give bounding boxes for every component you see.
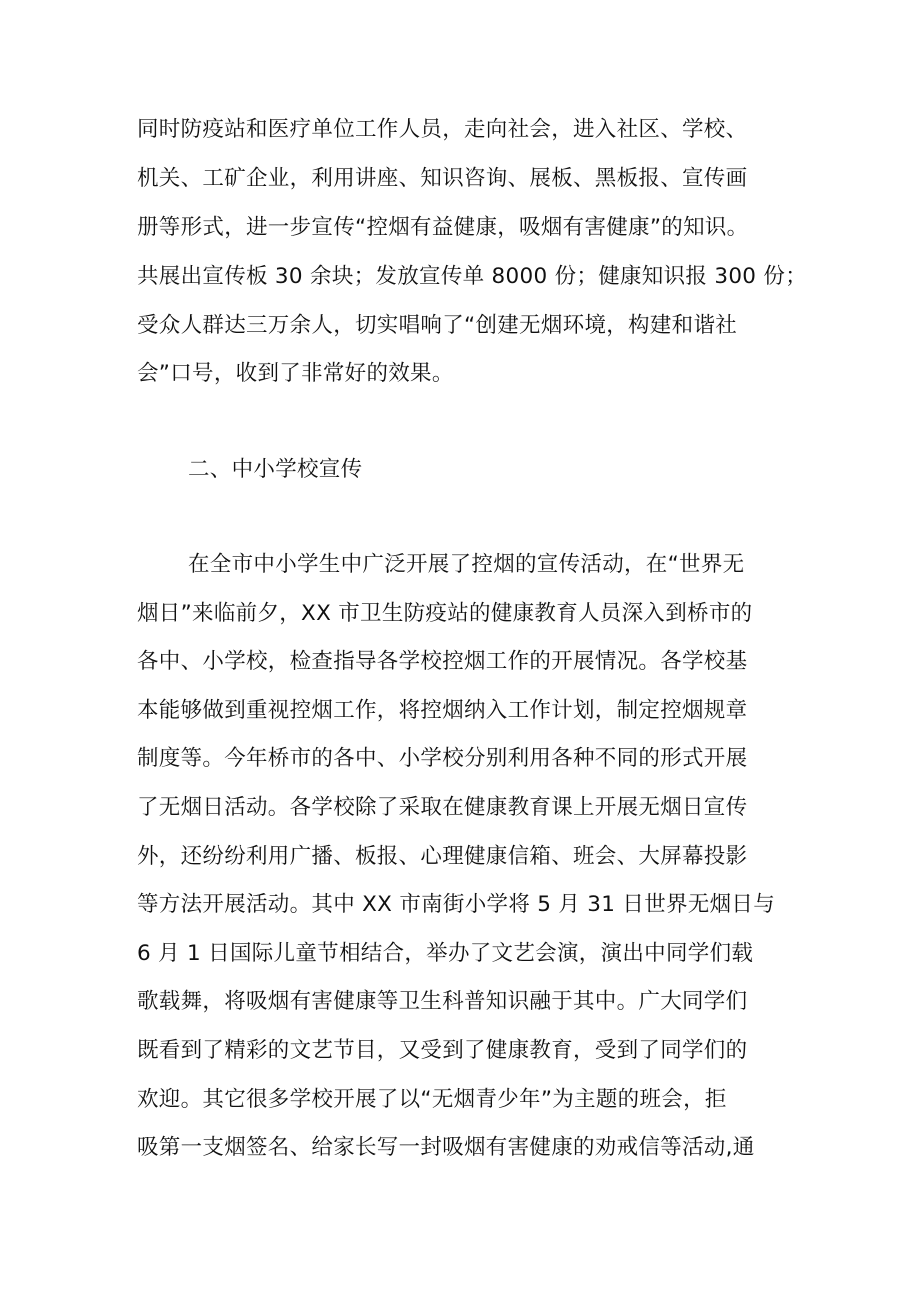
- paragraph-line: 各中、小学校，检查指导各学校控烟工作的开展情况。各学校基: [137, 649, 748, 674]
- paragraph-line: 机关、工矿企业，利用讲座、知识咨询、展板、黑板报、宣传画: [137, 166, 748, 191]
- paragraph-line: 受众人群达三万余人，切实唱响了“创建无烟环境，构建和谐社: [137, 313, 738, 338]
- paragraph-line: 了无烟日活动。各学校除了采取在健康教育课上开展无烟日宣传: [137, 795, 748, 820]
- paragraph-line: 等方法开展活动。其中 XX 市南街小学将 5 月 31 日世界无烟日与: [137, 892, 776, 917]
- paragraph-line: 同时防疫站和医疗单位工作人员，走向社会，进入社区、学校、: [137, 117, 748, 142]
- paragraph-line: 在全市中小学生中广泛开展了控烟的宣传活动，在“世界无: [188, 552, 745, 577]
- paragraph-line: 本能够做到重视控烟工作，将控烟纳入工作计划，制定控烟规章: [137, 698, 748, 723]
- paragraph-line: 册等形式，进一步宣传“控烟有益健康，吸烟有害健康”的知识。: [137, 215, 749, 240]
- paragraph-line: 共展出宣传板 30 余块；发放宣传单 8000 份；健康知识报 300 份；: [137, 264, 808, 289]
- paragraph-line: 吸第一支烟签名、给家长写一封吸烟有害健康的劝戒信等活动,通: [137, 1135, 755, 1160]
- paragraph-line: 烟日”来临前夕，XX 市卫生防疫站的健康教育人员深入到桥市的: [137, 601, 753, 626]
- paragraph-line: 欢迎。其它很多学校开展了以“无烟青少年”为主题的班会，拒: [137, 1087, 727, 1112]
- paragraph-line: 6 月 1 日国际儿童节相结合，举办了文艺会演，演出中同学们载: [137, 941, 754, 966]
- paragraph-line: 既看到了精彩的文艺节目，又受到了健康教育，受到了同学们的: [137, 1038, 748, 1063]
- paragraph-line: 制度等。今年桥市的各中、小学校分别利用各种不同的形式开展: [137, 746, 748, 771]
- paragraph-line: 歌载舞，将吸烟有害健康等卫生科普知识融于其中。广大同学们: [137, 989, 748, 1014]
- paragraph-line: 会”口号，收到了非常好的效果。: [137, 361, 454, 386]
- paragraph-line: 外，还纷纷利用广播、板报、心理健康信箱、班会、大屏幕投影: [137, 844, 748, 869]
- section-heading: 二、中小学校宣传: [188, 457, 363, 482]
